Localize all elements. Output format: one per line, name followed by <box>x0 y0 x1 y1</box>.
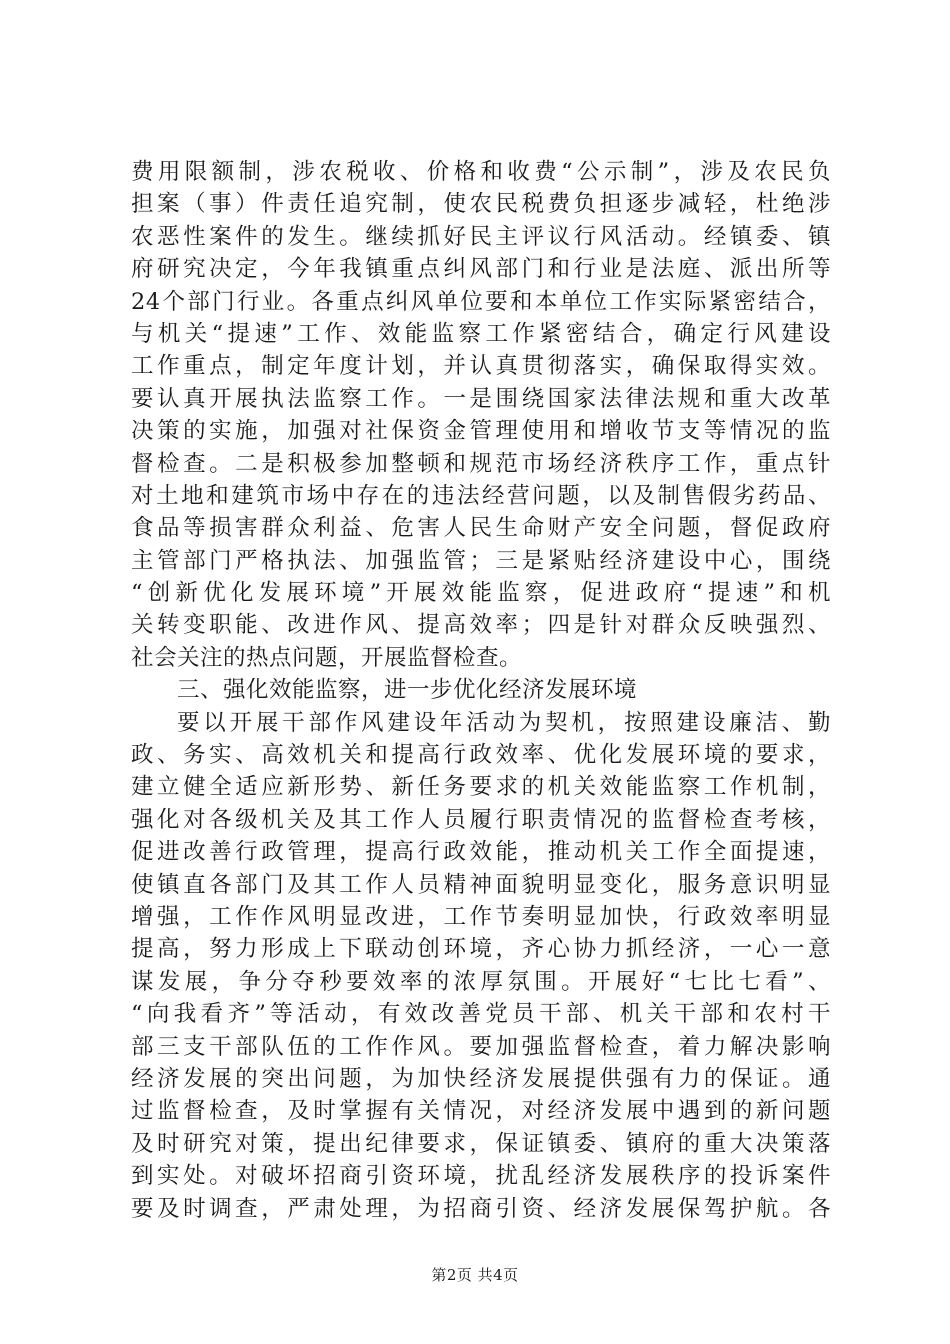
text-line: 谋发展，争分夺秒要效率的浓厚氛围。开展好“七比七看”、 <box>131 968 831 995</box>
text-line: 要以开展干部作风建设年活动为契机，按照建设廉洁、勤 <box>177 709 831 736</box>
text-line: 经济发展的突出问题，为加快经济发展提供强有力的保证。通 <box>131 1065 831 1092</box>
text-line: 使镇直各部门及其工作人员精神面貌明显变化，服务意识明显 <box>131 871 831 898</box>
text-line: 增强，工作作风明显改进，工作节奏明显加快，行政效率明显 <box>131 903 831 930</box>
text-line: “创新优化发展环境”开展效能监察，促进政府“提速”和机 <box>131 580 831 607</box>
text-line: 关转变职能、改进作风、提高效率；四是针对群众反映强烈、 <box>131 612 831 639</box>
text-line: 费用限额制，涉农税收、价格和收费“公示制”，涉及农民负 <box>131 159 831 185</box>
text-line: 主管部门严格执法、加强监管；三是紧贴经济建设中心，围绕 <box>131 547 831 574</box>
text-line: 食品等损害群众利益、危害人民生命财产安全问题，督促政府 <box>131 515 831 542</box>
text-line: 要认真开展执法监察工作。一是围绕国家法律法规和重大改革 <box>131 385 831 412</box>
text-line: 农恶性案件的发生。继续抓好民主评议行风活动。经镇委、镇 <box>131 223 831 250</box>
text-line: 担案（事）件责任追究制，使农民税费负担逐步减轻，杜绝涉 <box>131 191 831 218</box>
text-line: 社会关注的热点问题，开展监督检查。 <box>131 644 523 671</box>
document-body <box>131 156 831 1225</box>
text-line: 24个部门行业。各重点纠风单位要和本单位工作实际紧密结合， <box>131 288 831 315</box>
text-line: 部三支干部队伍的工作作风。要加强监督检查，着力解决影响 <box>131 1033 831 1060</box>
paragraph-1 <box>131 156 831 674</box>
text-line: 决策的实施，加强对社保资金管理使用和增收节支等情况的监 <box>131 418 831 445</box>
text-line: 要及时调查，严肃处理，为招商引资、经济发展保驾护航。各 <box>131 1195 831 1222</box>
text-line: 工作重点，制定年度计划，并认真贯彻落实，确保取得实效。 <box>131 353 831 380</box>
text-line: 促进改善行政管理，提高行政效能，推动机关工作全面提速， <box>131 839 831 866</box>
text-line: 强化对各级机关及其工作人员履行职责情况的监督检查考核， <box>131 806 831 833</box>
text-line: 过监督检查，及时掌握有关情况，对经济发展中遇到的新问题 <box>131 1098 831 1125</box>
text-line: 对土地和建筑市场中存在的违法经营问题，以及制售假劣药品、 <box>131 482 831 509</box>
page-indicator: 第2页 共4页 <box>431 1266 519 1284</box>
text-line: 与机关“提速”工作、效能监察工作紧密结合，确定行风建设 <box>131 320 831 347</box>
text-line: 及时研究对策，提出纪律要求，保证镇委、镇府的重大决策落 <box>131 1130 831 1157</box>
page-footer <box>0 1264 950 1285</box>
paragraph-2 <box>131 707 831 1225</box>
text-line: 提高，努力形成上下联动创环境，齐心协力抓经济，一心一意 <box>131 936 831 963</box>
text-line: 建立健全适应新形势、新任务要求的机关效能监察工作机制， <box>131 774 831 801</box>
text-line: “向我看齐”等活动，有效改善党员干部、机关干部和农村干 <box>131 1001 831 1028</box>
text-line: 政、务实、高效机关和提高行政效率、优化发展环境的要求， <box>131 742 831 769</box>
text-line: 府研究决定，今年我镇重点纠风部门和行业是法庭、派出所等 <box>131 256 831 283</box>
section-heading: 三、强化效能监察，进一步优化经济发展环境 <box>177 677 638 704</box>
text-line: 到实处。对破坏招商引资环境，扰乱经济发展秩序的投诉案件 <box>131 1163 831 1190</box>
text-line: 督检查。二是积极参加整顿和规范市场经济秩序工作，重点针 <box>131 450 831 477</box>
